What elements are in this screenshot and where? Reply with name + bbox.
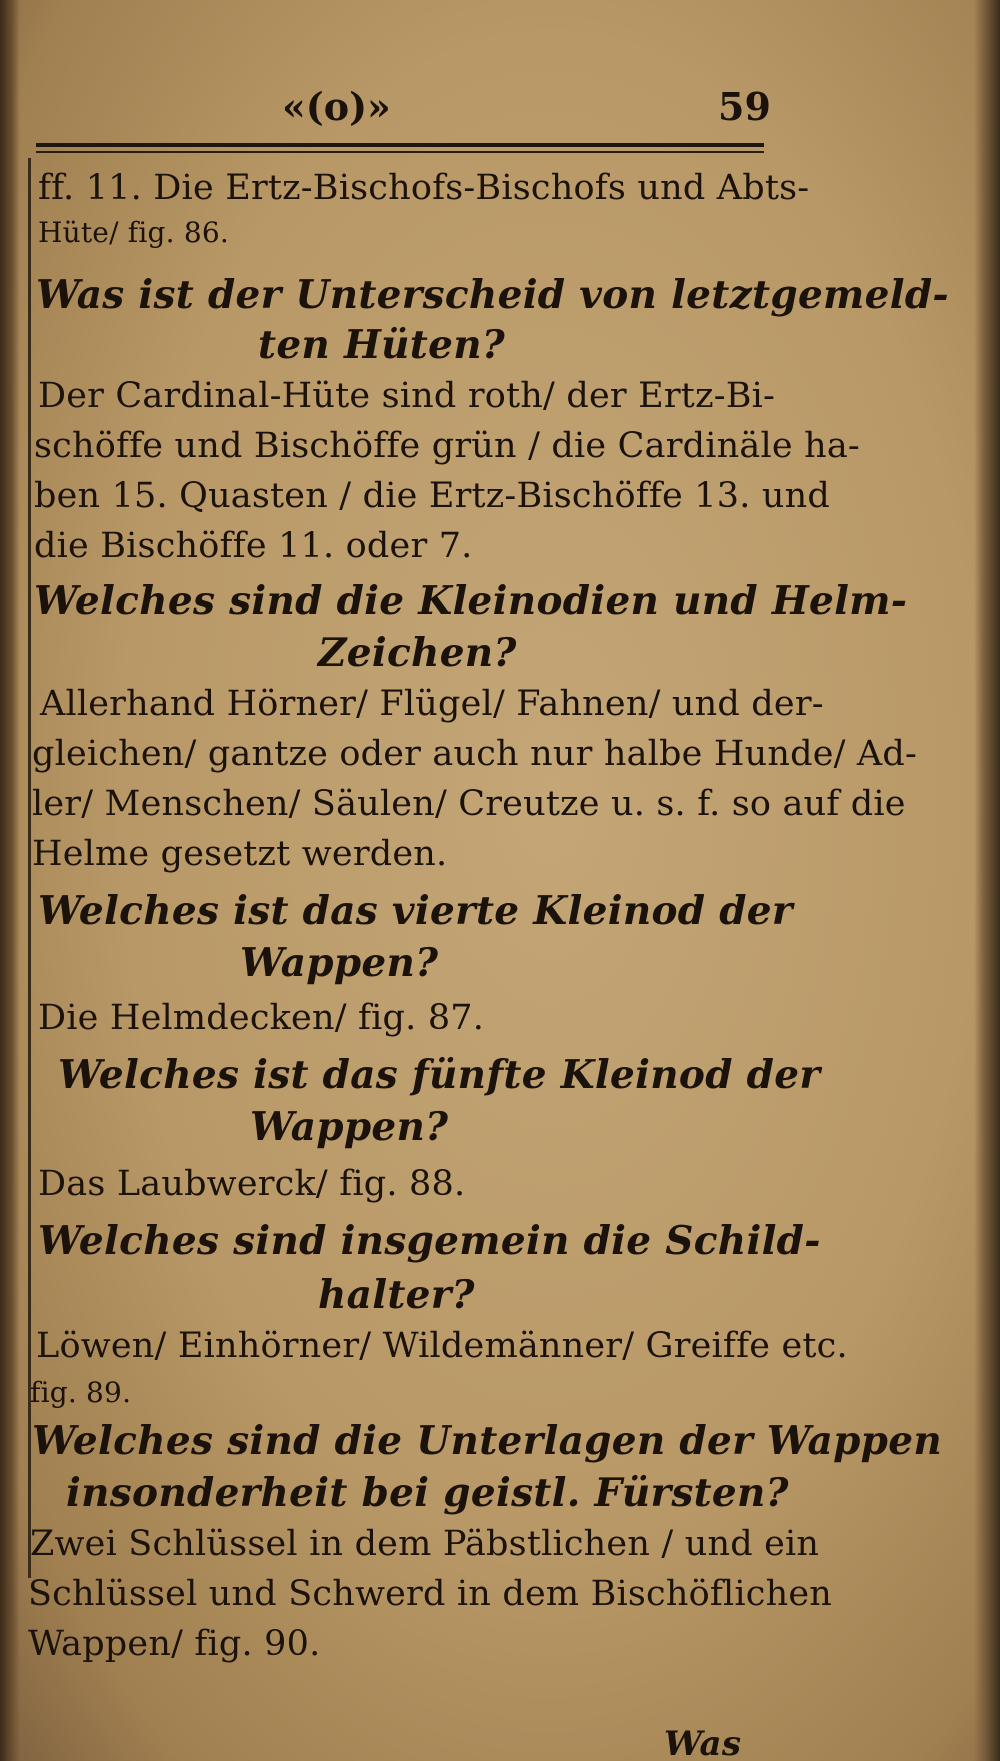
question-line: Welches sind insgemein die Schild- [38, 1218, 821, 1264]
text-line: schöffe und Bischöffe grün / die Cardinäle ha- [34, 426, 860, 466]
text-line: Der Cardinal-Hüte sind roth/ der Ertz-Bi- [38, 376, 776, 416]
text-line: Löwen/ Einhörner/ Wildemänner/ Greiffe etc. [36, 1326, 848, 1366]
text-line: Zwei Schlüssel in dem Päbstlichen / und ein [30, 1524, 820, 1564]
text-line: Schlüssel und Schwerd in dem Bischöflichen [28, 1574, 833, 1614]
question-line: Zeichen? [318, 630, 517, 676]
text-line: ben 15. Quasten / die Ertz-Bischöffe 13. und [34, 476, 830, 516]
header-rule [36, 143, 764, 147]
question-line: Welches sind die Unterlagen der Wappen [32, 1418, 942, 1464]
text-line: ler/ Menschen/ Säulen/ Creutze u. s. f. so auf die [32, 784, 906, 824]
page-edge-shadow [974, 0, 1000, 1761]
question-line: Welches ist das fünfte Kleinod der [58, 1052, 821, 1098]
question-line: ten Hüten? [258, 322, 505, 368]
page-number: 59 [718, 84, 771, 129]
question-line: halter? [318, 1272, 475, 1318]
question-line: Welches ist das vierte Kleinod der [38, 888, 793, 934]
question-line: insonderheit bei geistl. Fürsten? [66, 1470, 789, 1516]
page-gutter-shadow [0, 0, 20, 1761]
text-line: die Bischöffe 11. oder 7. [34, 526, 473, 566]
text-line: Das Laubwerck/ fig. 88. [38, 1164, 466, 1204]
question-line: Wappen? [250, 1104, 449, 1150]
text-line: fig. 89. [30, 1376, 132, 1409]
header-ornament: «(o)» [282, 84, 391, 129]
text-line: ff. 11. Die Ertz-Bischofs-Bischofs und Abts- [38, 168, 810, 208]
left-margin-line [28, 158, 31, 1578]
text-line: Hüte/ fig. 86. [38, 216, 229, 249]
header-rule-thin [36, 151, 764, 153]
text-line: Helme gesetzt werden. [32, 834, 448, 874]
catchword: Was [664, 1724, 742, 1761]
text-line: Die Helmdecken/ fig. 87. [38, 998, 485, 1038]
question-line: Wappen? [240, 940, 439, 986]
text-line: gleichen/ gantze oder auch nur halbe Hunde/ Ad- [32, 734, 918, 774]
text-line: Allerhand Hörner/ Flügel/ Fahnen/ und der- [40, 684, 824, 724]
question-line: Welches sind die Kleinodien und Helm- [34, 578, 908, 624]
text-line: Wappen/ fig. 90. [28, 1624, 321, 1664]
question-line: Was ist der Unterscheid von letztgemeld- [36, 272, 949, 318]
